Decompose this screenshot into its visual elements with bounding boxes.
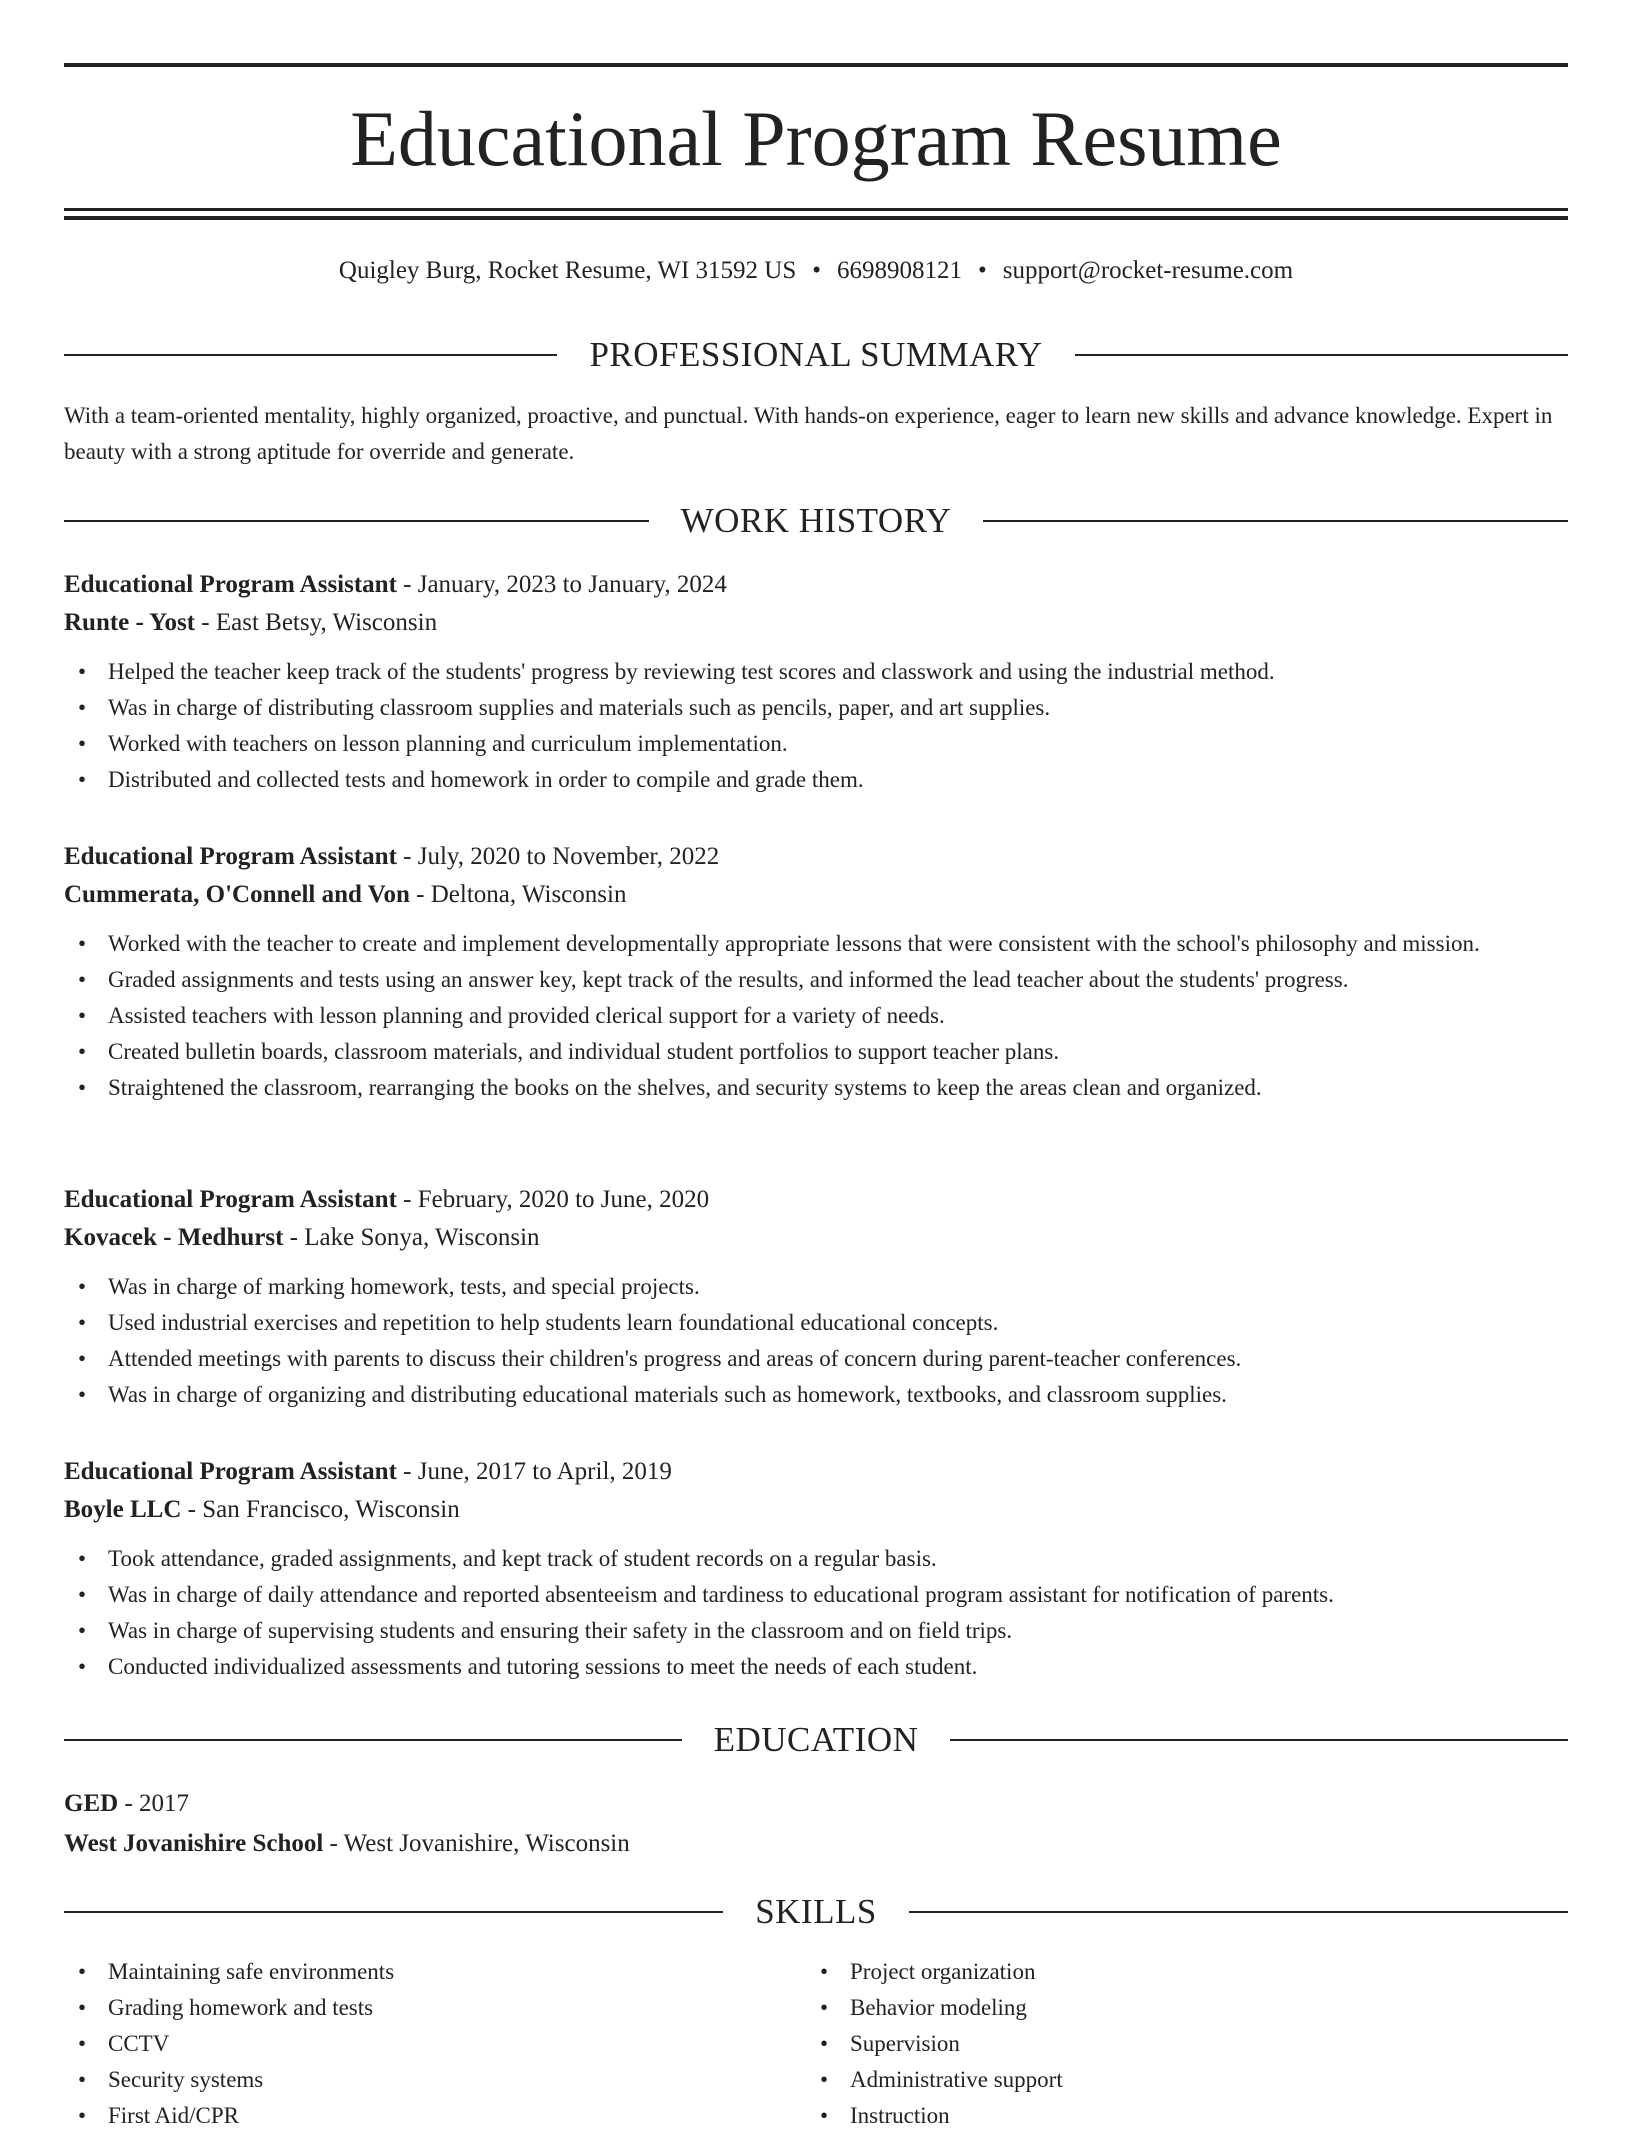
section-rule-right xyxy=(1075,354,1568,356)
job-dates: January, 2023 to January, 2024 xyxy=(417,571,727,598)
skill-item xyxy=(64,2026,806,2062)
section-header-skills xyxy=(64,1892,1568,1932)
job-title: Educational Program Assistant xyxy=(64,843,397,870)
skill-text: Project organization xyxy=(850,1959,1036,1984)
list-item xyxy=(64,1377,1568,1413)
contact-separator: • xyxy=(978,257,987,284)
job-bullet-list xyxy=(64,926,1568,1106)
skill-text: Administrative support xyxy=(850,2067,1063,2092)
job-company: Runte - Yost xyxy=(64,609,196,636)
bullet-dot: • xyxy=(78,659,87,684)
skill-item xyxy=(64,2098,806,2134)
bullet-dot: • xyxy=(78,695,87,720)
bullet-dot: • xyxy=(78,931,87,956)
list-item xyxy=(64,690,1568,726)
bullet-dot: • xyxy=(78,2103,87,2128)
section-header-summary xyxy=(64,335,1568,375)
education-location: West Jovanishire, Wisconsin xyxy=(343,1830,630,1857)
section-rule-left xyxy=(64,520,649,522)
job-title: Educational Program Assistant xyxy=(64,571,397,598)
job-title-line: Educational Program Assistant - June, 2017 to April, 2019 xyxy=(64,1458,672,1485)
job-company: Cummerata, O'Connell and Von xyxy=(64,881,410,908)
section-header-education xyxy=(64,1720,1568,1760)
skill-item xyxy=(806,1990,1548,2026)
job-location: Deltona, Wisconsin xyxy=(430,881,627,908)
section-rule-left xyxy=(64,1739,682,1741)
job-entry-3 xyxy=(64,1181,1568,1413)
skill-item xyxy=(64,2062,806,2098)
bullet-dot: • xyxy=(78,2067,87,2092)
skill-text: Security systems xyxy=(108,2067,264,2092)
job-company-line: Runte - Yost - East Betsy, Wisconsin xyxy=(64,609,438,636)
skill-text: Supervision xyxy=(850,2031,960,2056)
job-location: Lake Sonya, Wisconsin xyxy=(304,1224,540,1251)
bullet-dot: • xyxy=(78,1039,87,1064)
bullet-dot: • xyxy=(78,1654,87,1679)
bullet-dot: • xyxy=(78,1075,87,1100)
job-entry-1 xyxy=(64,566,1568,798)
job-title: Educational Program Assistant xyxy=(64,1458,397,1485)
bullet-text: Was in charge of daily attendance and reported absenteeism and tardiness to educational program assistant for notification of parents. xyxy=(108,1582,1334,1607)
bullet-dot: • xyxy=(78,1959,87,1984)
resume-page xyxy=(64,0,1568,2128)
bullet-text: Created bulletin boards, classroom materials, and individual student portfolios to support teacher plans. xyxy=(108,1039,1060,1064)
bullet-dot: • xyxy=(78,1546,87,1571)
skill-text: Behavior modeling xyxy=(850,1995,1027,2020)
education-entry xyxy=(64,1784,1568,1864)
bullet-text: Was in charge of supervising students and ensuring their safety in the classroom and on field trips. xyxy=(108,1618,1013,1643)
skill-text: First Aid/CPR xyxy=(108,2103,240,2128)
section-title-education: EDUCATION xyxy=(713,1720,919,1759)
list-item xyxy=(64,1541,1568,1577)
list-item xyxy=(64,998,1568,1034)
bullet-dot: • xyxy=(78,1582,87,1607)
bullet-text: Was in charge of distributing classroom supplies and materials such as pencils, paper, and art supplies. xyxy=(108,695,1051,720)
list-item xyxy=(64,962,1568,998)
bullet-dot: • xyxy=(820,1995,829,2020)
job-title-line: Educational Program Assistant - February, 2020 to June, 2020 xyxy=(64,1186,710,1213)
bullet-dot: • xyxy=(820,2067,829,2092)
header-double-rule-lower xyxy=(64,216,1568,220)
section-rule-right xyxy=(909,1911,1568,1913)
contact-phone: 6698908121 xyxy=(837,257,963,284)
list-item xyxy=(64,654,1568,690)
section-header-work-history xyxy=(64,501,1568,541)
bullet-text: Conducted individualized assessments and tutoring sessions to meet the needs of each student. xyxy=(108,1654,978,1679)
header-top-rule xyxy=(64,63,1568,67)
list-item xyxy=(64,1577,1568,1613)
list-item xyxy=(64,1070,1568,1106)
bullet-text: Was in charge of organizing and distributing educational materials such as homework, textbooks, and classroom supplies. xyxy=(108,1382,1227,1407)
bullet-text: Straightened the classroom, rearranging the books on the shelves, and security systems to keep the areas clean and organized. xyxy=(108,1075,1262,1100)
bullet-dot: • xyxy=(78,1995,87,2020)
bullet-text: Used industrial exercises and repetition to help students learn foundational educational concepts. xyxy=(108,1310,999,1335)
job-company: Kovacek - Medhurst xyxy=(64,1224,284,1251)
skills-column-right xyxy=(806,1954,1548,2128)
bullet-text: Took attendance, graded assignments, and kept track of student records on a regular basis. xyxy=(108,1546,937,1571)
job-company-line: Cummerata, O'Connell and Von - Deltona, Wisconsin xyxy=(64,881,627,908)
list-item xyxy=(64,1649,1568,1685)
bullet-dot: • xyxy=(78,967,87,992)
bullet-text: Graded assignments and tests using an answer key, kept track of the results, and informed the lead teacher about the students' progress. xyxy=(108,967,1349,992)
bullet-text: Was in charge of marking homework, tests, and special projects. xyxy=(108,1274,700,1299)
education-degree-line: GED - 2017 xyxy=(64,1790,190,1817)
job-bullet-list xyxy=(64,654,1568,798)
bullet-dot: • xyxy=(78,767,87,792)
job-title-line: Educational Program Assistant - July, 2020 to November, 2022 xyxy=(64,843,720,870)
bullet-text: Helped the teacher keep track of the students' progress by reviewing test scores and classwork and using the industrial method. xyxy=(108,659,1275,684)
job-bullet-list xyxy=(64,1541,1568,1685)
bullet-dot: • xyxy=(78,731,87,756)
job-dates: June, 2017 to April, 2019 xyxy=(417,1458,672,1485)
job-company: Boyle LLC xyxy=(64,1496,182,1523)
section-title-summary: PROFESSIONAL SUMMARY xyxy=(589,335,1043,374)
section-title-work-history: WORK HISTORY xyxy=(680,501,952,540)
list-item xyxy=(64,1341,1568,1377)
skill-item xyxy=(64,1990,806,2026)
section-title-skills: SKILLS xyxy=(755,1892,877,1931)
resume-title: Educational Program Resume xyxy=(350,95,1282,182)
contact-address: Quigley Burg, Rocket Resume, WI 31592 US xyxy=(338,257,797,284)
skill-item xyxy=(806,2026,1548,2062)
job-bullet-list xyxy=(64,1269,1568,1413)
bullet-text: Distributed and collected tests and homework in order to compile and grade them. xyxy=(108,767,864,792)
bullet-dot: • xyxy=(78,1003,87,1028)
bullet-dot: • xyxy=(78,1618,87,1643)
skills-column-left xyxy=(64,1954,806,2128)
job-dates: February, 2020 to June, 2020 xyxy=(417,1186,710,1213)
contact-separator: • xyxy=(812,257,822,284)
job-entry-2 xyxy=(64,838,1568,1106)
education-school: West Jovanishire School xyxy=(64,1830,324,1857)
skill-item xyxy=(806,2062,1548,2098)
bullet-dot: • xyxy=(78,2031,87,2056)
education-year: 2017 xyxy=(139,1790,190,1817)
job-location: San Francisco, Wisconsin xyxy=(202,1496,460,1523)
section-rule-right xyxy=(950,1739,1568,1741)
bullet-dot: • xyxy=(78,1310,87,1335)
section-rule-left xyxy=(64,354,557,356)
header-double-rule-upper xyxy=(64,208,1568,211)
bullet-dot: • xyxy=(820,2031,829,2056)
bullet-dot: • xyxy=(78,1346,87,1371)
job-title-line: Educational Program Assistant - January, 2023 to January, 2024 xyxy=(64,571,727,598)
job-company-line: Boyle LLC - San Francisco, Wisconsin xyxy=(64,1496,460,1523)
bullet-dot: • xyxy=(820,1959,829,1984)
skill-text: CCTV xyxy=(108,2031,170,2056)
bullet-text: Worked with the teacher to create and implement developmentally appropriate lessons that were consistent with the school's philosophy and mission. xyxy=(108,931,1480,956)
job-location: East Betsy, Wisconsin xyxy=(215,609,438,636)
bullet-text: Assisted teachers with lesson planning and provided clerical support for a variety of needs. xyxy=(108,1003,945,1028)
section-rule-left xyxy=(64,1911,723,1913)
skill-text: Grading homework and tests xyxy=(108,1995,374,2020)
bullet-dot: • xyxy=(78,1382,87,1407)
contact-line xyxy=(64,254,1568,288)
job-company-line: Kovacek - Medhurst - Lake Sonya, Wisconsin xyxy=(64,1224,540,1251)
list-item xyxy=(64,762,1568,798)
job-title: Educational Program Assistant xyxy=(64,1186,397,1213)
list-item xyxy=(64,1305,1568,1341)
list-item xyxy=(64,926,1568,962)
skills-grid xyxy=(64,1954,1568,2128)
skill-item xyxy=(806,1954,1548,1990)
bullet-dot: • xyxy=(78,1274,87,1299)
section-rule-right xyxy=(983,520,1568,522)
list-item xyxy=(64,1269,1568,1305)
education-degree: GED xyxy=(64,1790,119,1817)
skill-item xyxy=(64,1954,806,1990)
skill-text: Instruction xyxy=(850,2103,950,2128)
skill-text: Maintaining safe environments xyxy=(108,1959,395,1984)
bullet-text: Worked with teachers on lesson planning and curriculum implementation. xyxy=(108,731,788,756)
contact-email: support@rocket-resume.com xyxy=(1002,257,1294,284)
education-school-line: West Jovanishire School - West Jovanishire, Wisconsin xyxy=(64,1830,630,1857)
job-entry-4 xyxy=(64,1453,1568,1685)
list-item xyxy=(64,1613,1568,1649)
list-item xyxy=(64,726,1568,762)
bullet-text: Attended meetings with parents to discuss their children's progress and areas of concern during parent-teacher conferences. xyxy=(108,1346,1242,1371)
job-dates: July, 2020 to November, 2022 xyxy=(417,843,720,870)
summary-paragraph: With a team-oriented mentality, highly organized, proactive, and punctual. With hands-on experience, eager to learn new skills and advance knowledge. Expert in beauty with a strong aptitude for override and generate. xyxy=(64,403,1553,464)
list-item xyxy=(64,1034,1568,1070)
bullet-dot: • xyxy=(820,2103,829,2128)
skill-item xyxy=(806,2098,1548,2134)
